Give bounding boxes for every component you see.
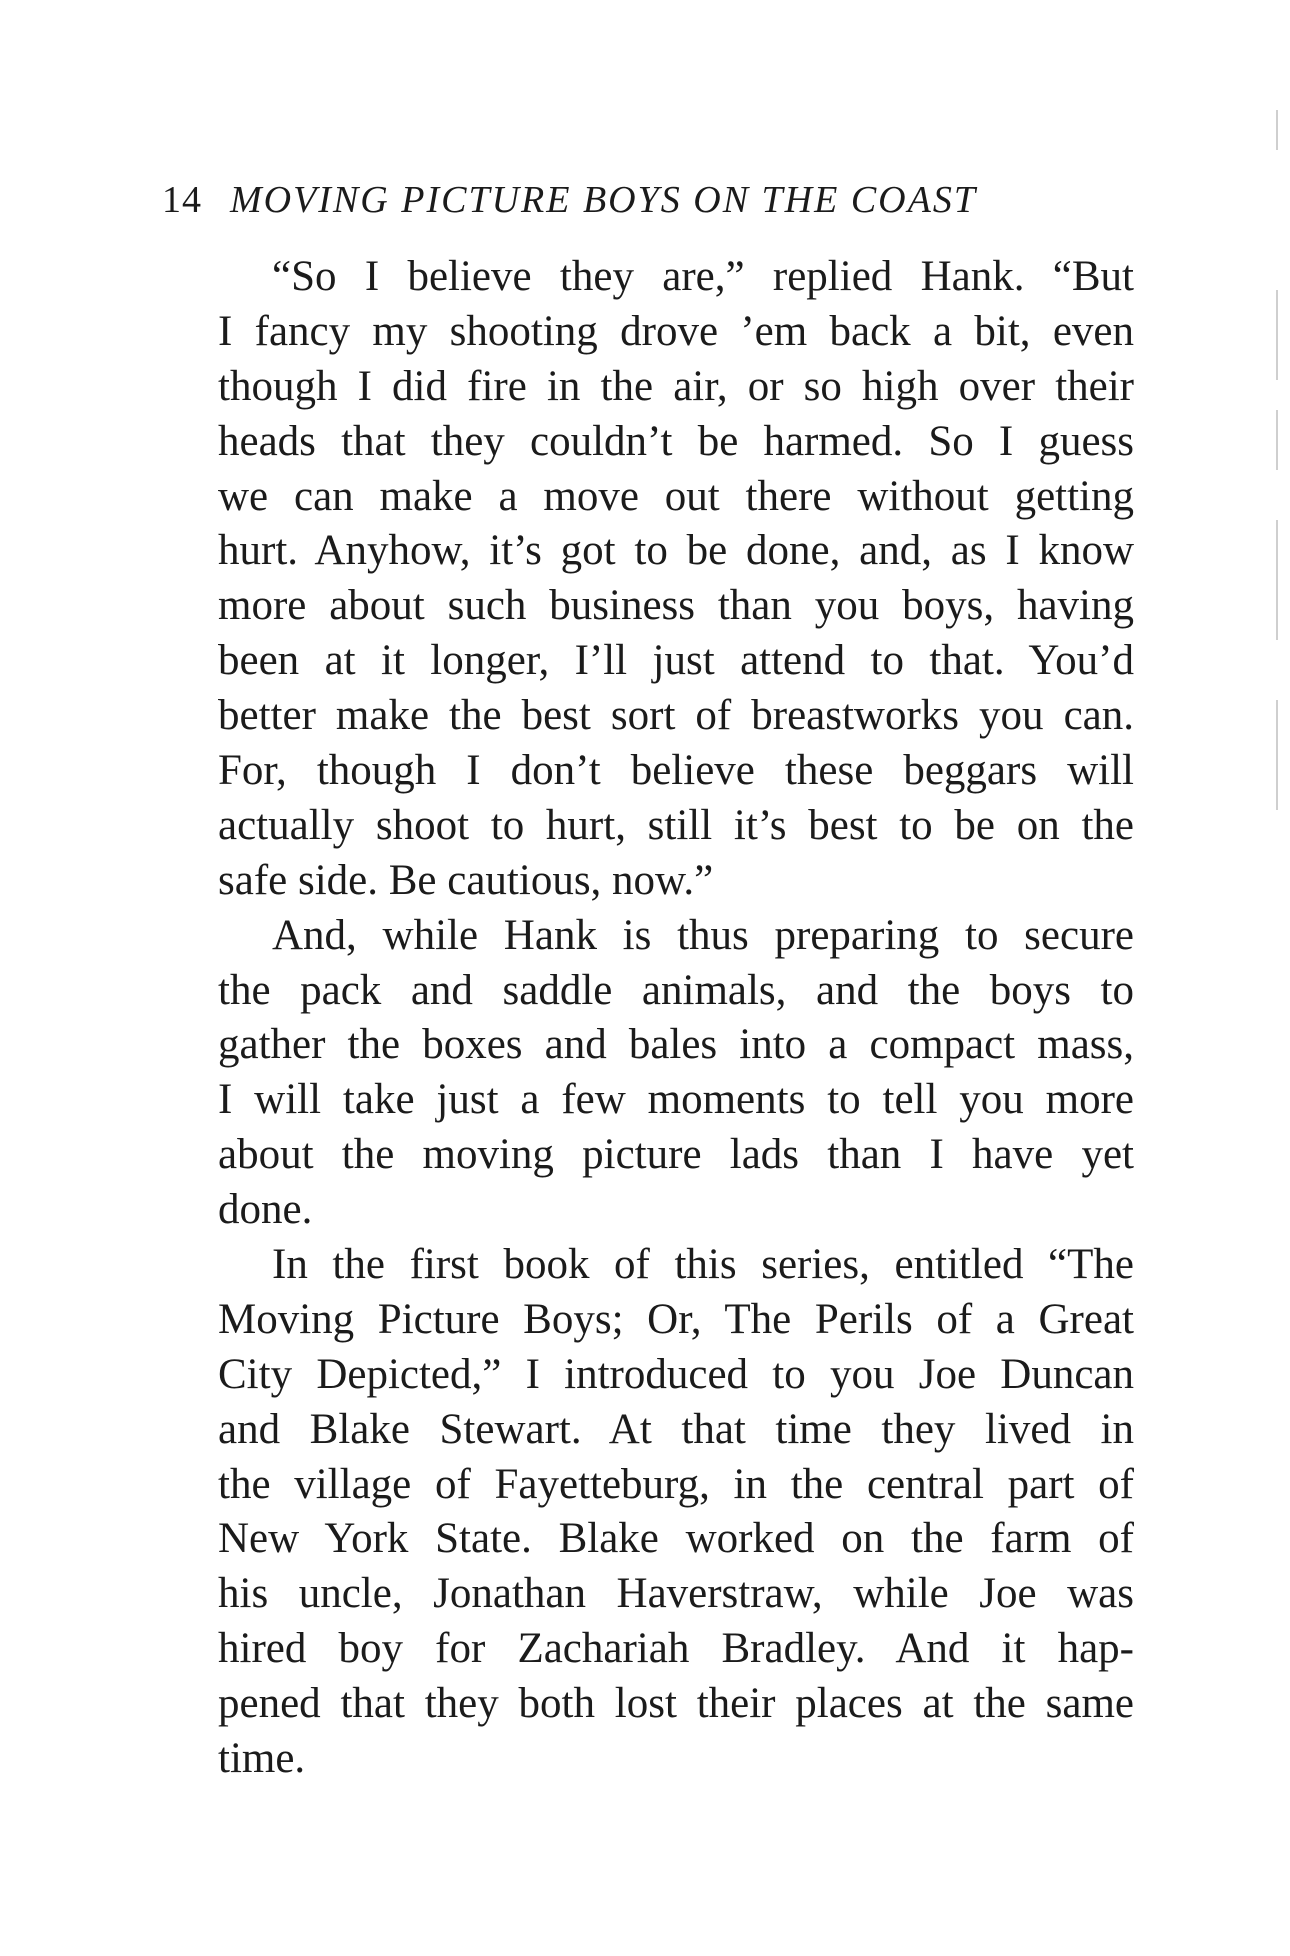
text-line: more about such business than you boys, having	[218, 582, 1134, 630]
text-line: and Blake Stewart. At that time they lived in	[218, 1405, 1134, 1453]
scan-mark	[1276, 700, 1278, 810]
text-line: the pack and saddle animals, and the boys to	[218, 966, 1134, 1014]
scan-mark	[1276, 520, 1278, 640]
scan-gutter-marks	[1260, 100, 1290, 900]
paragraph-3	[164, 1238, 1134, 1787]
page-header	[162, 170, 1062, 230]
text-line: For, though I don’t believe these beggars will	[218, 747, 1134, 795]
text-line: better make the best sort of breastworks you can.	[218, 692, 1134, 740]
scan-mark	[1276, 110, 1278, 150]
body-text	[164, 250, 1134, 1787]
scan-mark	[1276, 410, 1278, 470]
text-line: about the moving picture lads than I have yet	[218, 1131, 1134, 1179]
text-line: pened that they both lost their places at the same	[218, 1680, 1134, 1728]
text-line: his uncle, Jonathan Haverstraw, while Joe was	[218, 1570, 1134, 1618]
text-line: Moving Picture Boys; Or, The Perils of a Great	[218, 1295, 1134, 1343]
text-line: New York State. Blake worked on the farm of	[218, 1515, 1134, 1563]
text-line: And, while Hank is thus preparing to secure	[272, 911, 1134, 959]
text-line: actually shoot to hurt, still it’s best to be on the	[218, 801, 1134, 849]
text-line: gather the boxes and bales into a compact mass,	[218, 1021, 1134, 1069]
text-line: “So I believe they are,” replied Hank. “But	[272, 253, 1134, 300]
text-line: the village of Fayetteburg, in the central part of	[218, 1460, 1134, 1508]
text-line: City Depicted,” I introduced to you Joe Duncan	[218, 1350, 1134, 1398]
paragraph-1	[164, 250, 1134, 909]
text-line: I fancy my shooting drove ’em back a bit, even	[218, 307, 1134, 355]
text-line: though I did fire in the air, or so high over their	[218, 362, 1134, 410]
text-line: time.	[218, 1735, 306, 1783]
page-number: 14	[162, 179, 202, 221]
text-line: heads that they couldn’t be harmed. So I guess	[218, 417, 1134, 465]
running-title: MOVING PICTURE BOYS ON THE COAST	[230, 179, 977, 221]
text-line: hired boy for Zachariah Bradley. And it hap-	[218, 1625, 1134, 1673]
text-line: In the first book of this series, entitled “The	[272, 1241, 1134, 1289]
text-line: I will take just a few moments to tell you more	[218, 1076, 1134, 1124]
paragraph-2	[164, 909, 1134, 1238]
text-line: been at it longer, I’ll just attend to that. You’d	[218, 637, 1134, 685]
text-line: safe side. Be cautious, now.”	[218, 856, 714, 904]
text-line: hurt. Anyhow, it’s got to be done, and, as I know	[218, 527, 1134, 575]
text-line: done.	[218, 1186, 313, 1234]
text-line: we can make a move out there without getting	[218, 472, 1134, 520]
scan-mark	[1276, 290, 1278, 380]
